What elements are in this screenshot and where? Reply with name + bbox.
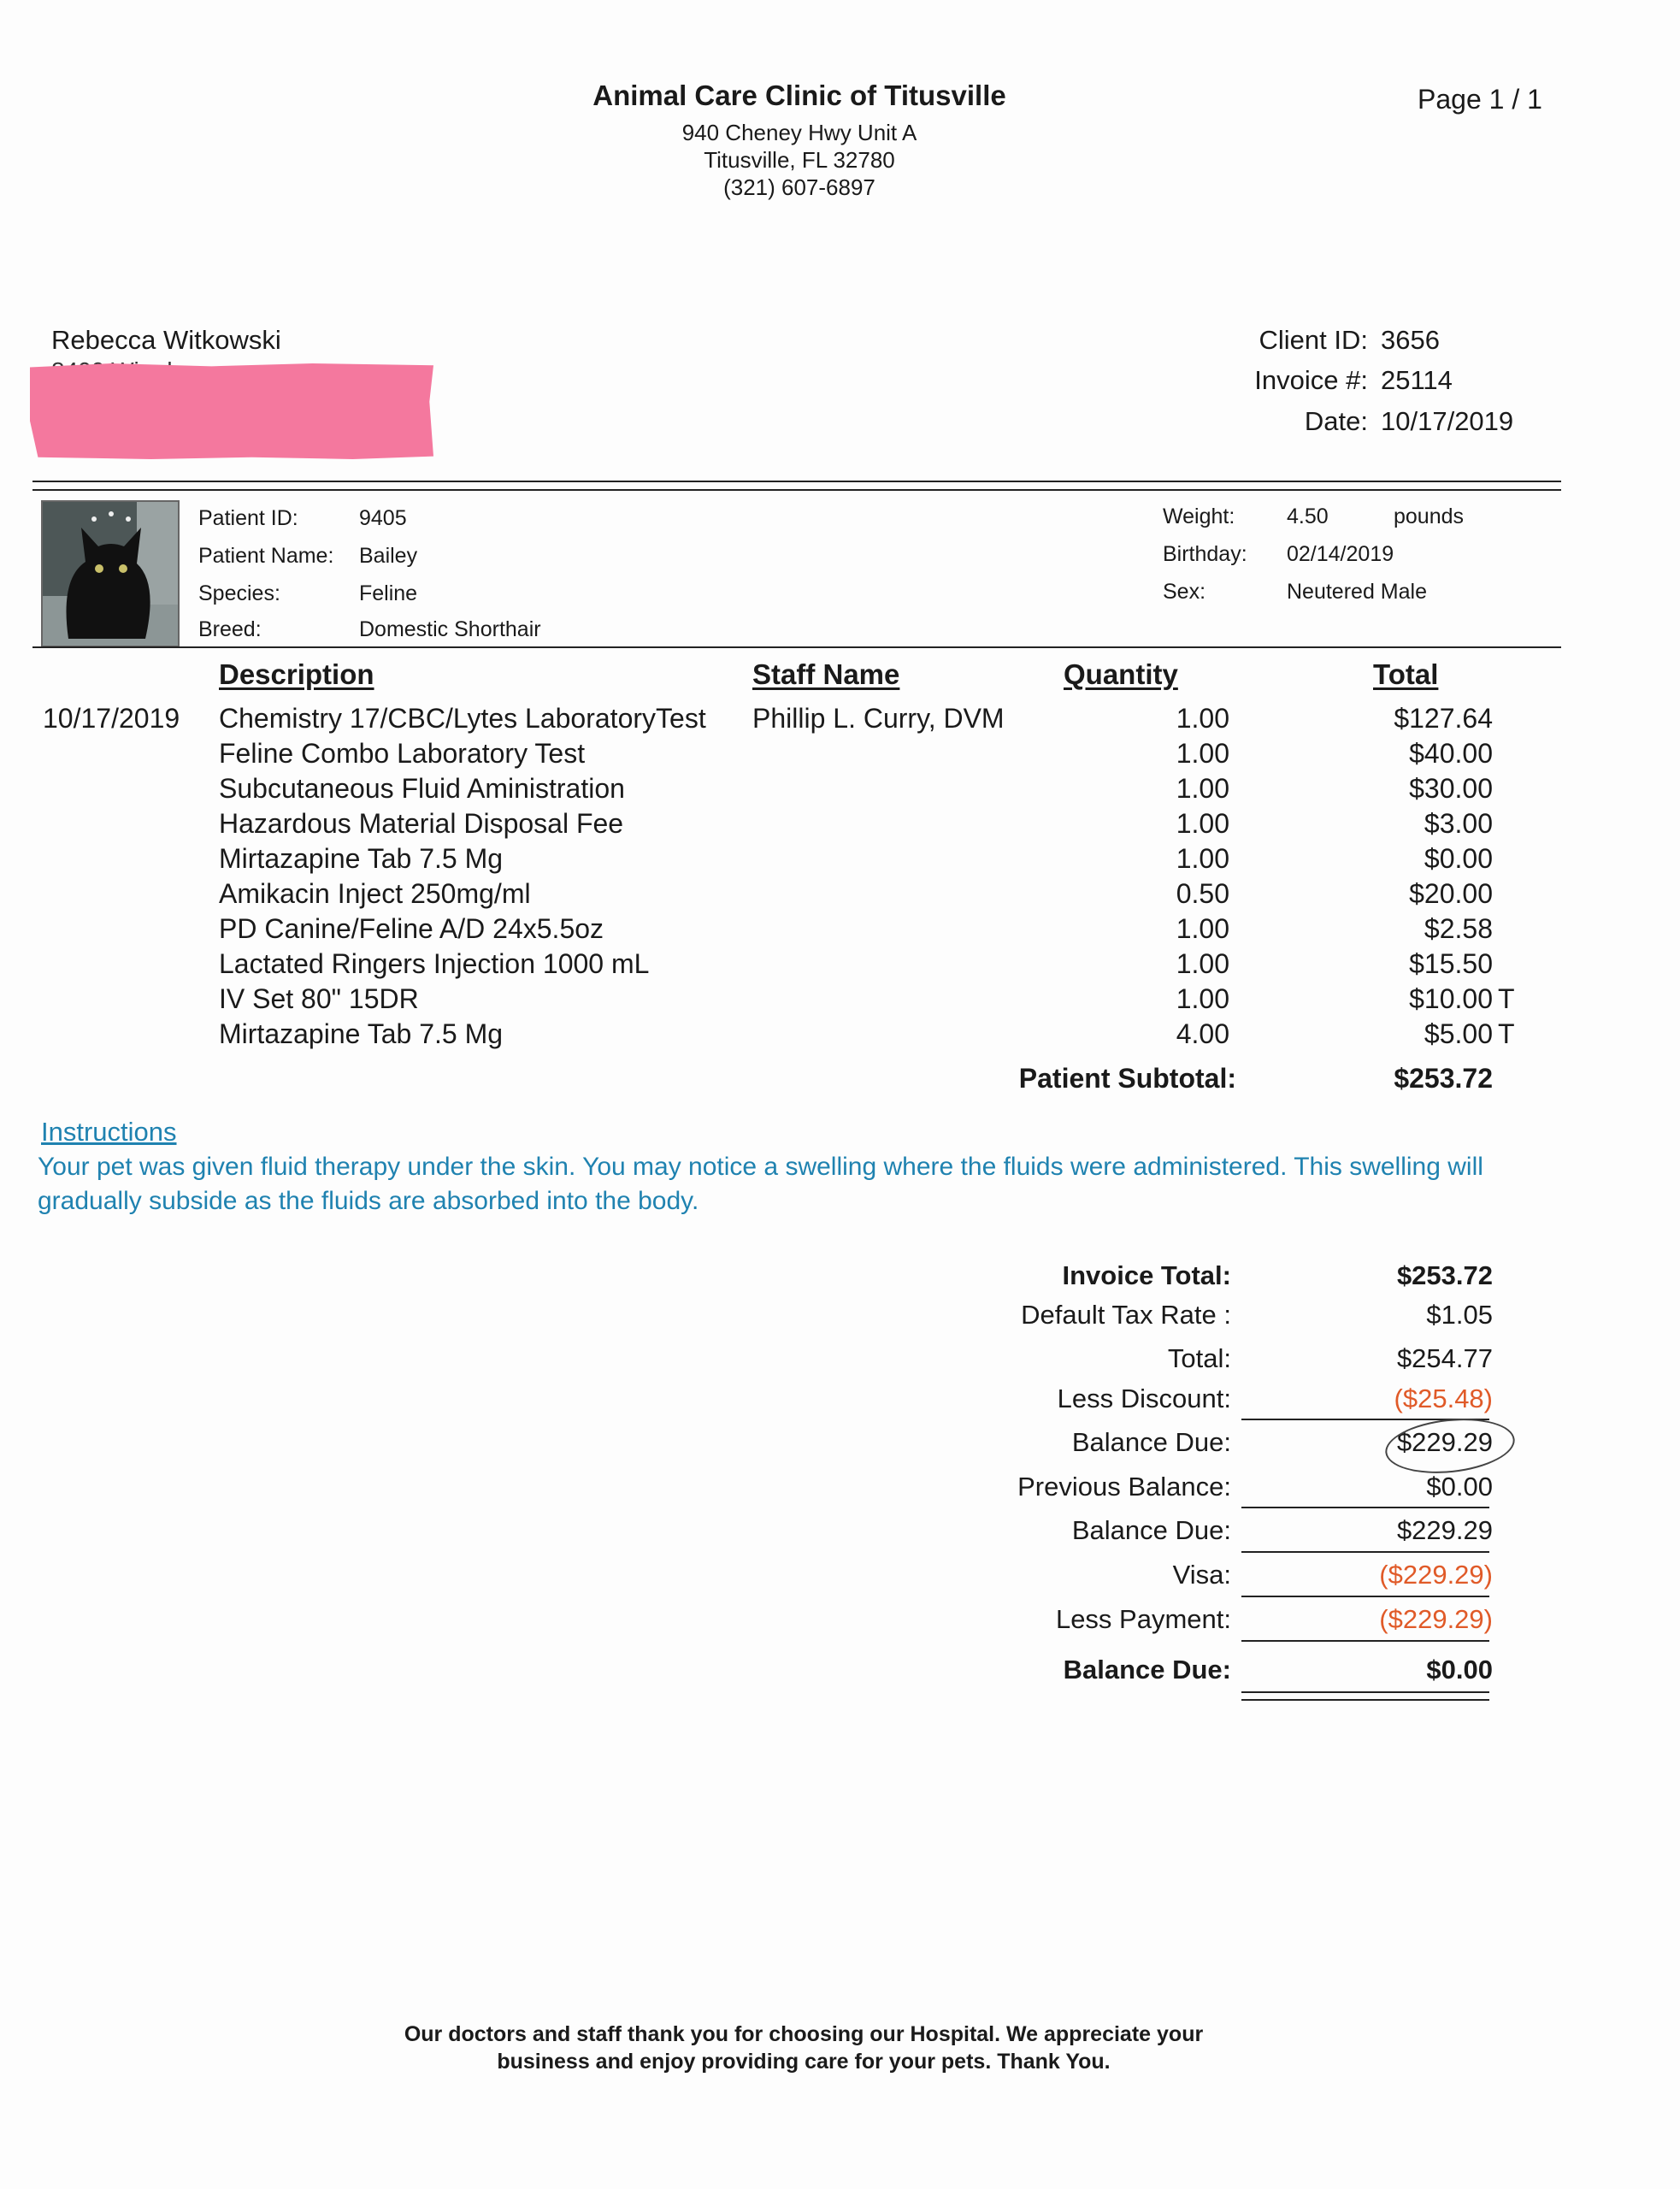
column-header-quantity: Quantity [1064, 658, 1178, 690]
line-item-total: $127.64 [1394, 703, 1493, 734]
patient-name-label: Patient Name: [198, 544, 334, 568]
birthday-value: 02/14/2019 [1287, 542, 1394, 566]
final-balance-value: $0.00 [1426, 1655, 1493, 1685]
client-id-value: 3656 [1381, 325, 1440, 355]
weight-label: Weight: [1163, 504, 1235, 528]
patient-photo [41, 500, 180, 647]
clinic-address-line-2: Titusville, FL 32780 [704, 147, 895, 173]
less-payment-value: ($229.29) [1379, 1604, 1493, 1634]
previous-balance-label: Previous Balance: [1017, 1472, 1231, 1502]
footer-line-2: business and enjoy providing care for your pets. Thank You. [497, 2050, 1111, 2074]
discount-label: Less Discount: [1057, 1384, 1231, 1413]
patient-species-label: Species: [198, 581, 280, 605]
client-id-label: Client ID: [1259, 325, 1368, 355]
column-header-staff: Staff Name [752, 658, 900, 690]
line-item-description: Lactated Ringers Injection 1000 mL [219, 948, 650, 979]
total-label: Total: [1167, 1343, 1231, 1373]
patient-id-value: 9405 [359, 506, 407, 530]
summary-double-rule-2 [1241, 1699, 1489, 1701]
line-item-description: PD Canine/Feline A/D 24x5.5oz [219, 913, 604, 944]
clinic-phone: (321) 607-6897 [723, 174, 875, 200]
line-item-description: IV Set 80" 15DR [219, 983, 419, 1014]
line-item-total: $15.50 [1409, 948, 1493, 979]
line-item-total: $40.00 [1409, 738, 1493, 769]
summary-rule [1241, 1640, 1489, 1642]
line-item-quantity: 1.00 [1176, 808, 1229, 839]
line-item-quantity: 1.00 [1176, 948, 1229, 979]
summary-double-rule [1241, 1691, 1489, 1693]
client-name: Rebecca Witkowski [51, 325, 281, 355]
tax-value: $1.05 [1426, 1300, 1493, 1330]
line-item-total: $10.00 [1409, 983, 1493, 1014]
invoice-total-value: $253.72 [1396, 1260, 1493, 1290]
balance-due-value: $229.29 [1396, 1427, 1493, 1457]
cat-icon [43, 502, 178, 646]
invoice-number-label: Invoice #: [1254, 365, 1368, 395]
final-balance-label: Balance Due: [1063, 1655, 1231, 1685]
less-payment-label: Less Payment: [1055, 1604, 1231, 1634]
clinic-address-line-1: 940 Cheney Hwy Unit A [681, 120, 917, 145]
line-item-description: Amikacin Inject 250mg/ml [219, 878, 531, 909]
patient-top-rule-2 [32, 489, 1561, 491]
instructions-title[interactable]: Instructions [41, 1117, 177, 1147]
summary-rule [1241, 1551, 1489, 1553]
line-item-total: $30.00 [1409, 773, 1493, 804]
patient-subtotal-label: Patient Subtotal: [1018, 1063, 1236, 1094]
invoice-total-label: Invoice Total: [1062, 1260, 1231, 1290]
line-item-quantity: 1.00 [1176, 738, 1229, 769]
invoice-date-label: Date: [1304, 406, 1368, 436]
invoice-date-value: 10/17/2019 [1381, 406, 1514, 436]
line-item-total: $3.00 [1424, 808, 1493, 839]
line-item-quantity: 1.00 [1176, 913, 1229, 944]
patient-breed-value: Domestic Shorthair [359, 617, 541, 641]
line-item-quantity: 1.00 [1176, 703, 1229, 734]
summary-rule [1241, 1596, 1489, 1597]
handwritten-circle [1382, 1413, 1518, 1479]
visa-label: Visa: [1172, 1560, 1231, 1590]
line-item-quantity: 0.50 [1176, 878, 1229, 909]
staff-name: Phillip L. Curry, DVM [752, 703, 1005, 734]
line-item-total: $2.58 [1424, 913, 1493, 944]
instructions-text: Your pet was given fluid therapy under the skin. You may notice a swelling where the fluids were administered. This swelling will gradually subside as the fluids are absorbed into the body. [38, 1153, 1483, 1215]
taxable-flag: T [1498, 1018, 1515, 1049]
summary-rule [1241, 1507, 1489, 1508]
line-item-description: Mirtazapine Tab 7.5 Mg [219, 843, 504, 874]
sex-value: Neutered Male [1287, 580, 1427, 604]
line-item-total: $5.00 [1424, 1018, 1493, 1049]
weight-unit: pounds [1394, 504, 1465, 528]
line-item-quantity: 1.00 [1176, 983, 1229, 1014]
previous-balance-value: $0.00 [1426, 1472, 1493, 1502]
column-header-description: Description [219, 658, 374, 690]
balance-due-value-2: $229.29 [1396, 1515, 1493, 1545]
sex-label: Sex: [1163, 580, 1206, 604]
patient-name-value: Bailey [359, 544, 418, 568]
discount-value: ($25.48) [1394, 1384, 1493, 1413]
service-date: 10/17/2019 [43, 703, 180, 734]
patient-top-rule [32, 481, 1561, 482]
line-item-description: Mirtazapine Tab 7.5 Mg [219, 1018, 504, 1049]
patient-bottom-rule [32, 646, 1561, 648]
taxable-flag: T [1498, 983, 1515, 1014]
line-item-total: $20.00 [1409, 878, 1493, 909]
line-item-description: Feline Combo Laboratory Test [219, 738, 586, 769]
balance-due-label: Balance Due: [1071, 1427, 1231, 1457]
line-item-total: $0.00 [1424, 843, 1493, 874]
patient-id-label: Patient ID: [198, 506, 298, 530]
line-item-description: Subcutaneous Fluid Aministration [219, 773, 625, 804]
patient-species-value: Feline [359, 581, 418, 605]
birthday-label: Birthday: [1163, 542, 1247, 566]
patient-subtotal-value: $253.72 [1394, 1063, 1493, 1094]
line-item-description: Hazardous Material Disposal Fee [219, 808, 624, 839]
clinic-name: Animal Care Clinic of Titusville [592, 80, 1006, 111]
balance-due-label-2: Balance Due: [1071, 1515, 1231, 1545]
address-redaction [30, 363, 433, 459]
weight-value: 4.50 [1287, 504, 1329, 528]
visa-value: ($229.29) [1379, 1560, 1493, 1590]
line-item-quantity: 4.00 [1176, 1018, 1229, 1049]
page-number: Page 1 / 1 [1418, 84, 1542, 115]
line-item-quantity: 1.00 [1176, 773, 1229, 804]
line-item-quantity: 1.00 [1176, 843, 1229, 874]
total-value: $254.77 [1396, 1343, 1493, 1373]
invoice-number-value: 25114 [1381, 365, 1453, 395]
footer-line-1: Our doctors and staff thank you for choosing our Hospital. We appreciate your [404, 2022, 1204, 2046]
line-item-description: Chemistry 17/CBC/Lytes LaboratoryTest [219, 703, 706, 734]
column-header-total: Total [1373, 658, 1439, 690]
tax-label: Default Tax Rate : [1021, 1300, 1231, 1330]
patient-breed-label: Breed: [198, 617, 262, 641]
